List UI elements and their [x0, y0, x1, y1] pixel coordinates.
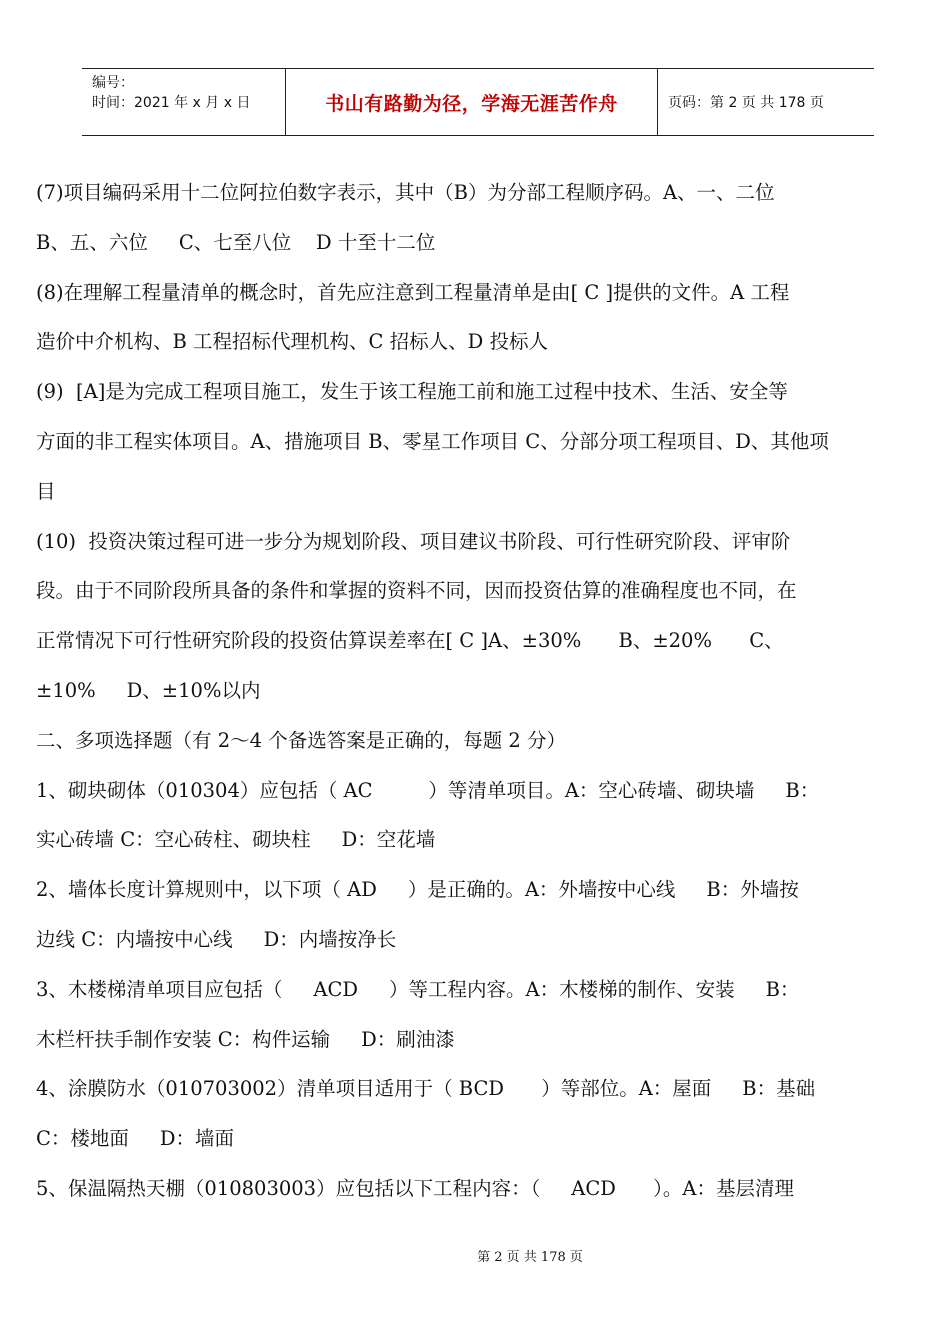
text-line: 4、涂膜防水（010703002）清单项目适用于（ BCD ）等部位。A：屋面 B：基础 [36, 1077, 816, 1101]
text-line: 段。由于不同阶段所具备的条件和掌握的资料不同，因而投资估算的准确程度也不同，在 [36, 579, 797, 603]
text-line: (7)项目编码采用十二位阿拉伯数字表示，其中（B）为分部工程顺序码。A、一、二位 [36, 181, 775, 204]
text-line: 3、木楼梯清单项目应包括（ ACD ）等工程内容。A：木楼梯的制作、安装 B： [36, 977, 800, 1001]
section-heading: 二、多项选择题（有 2～4 个备选答案是正确的，每题 2 分） [36, 728, 567, 752]
header-info-cell [82, 69, 286, 135]
text-line: 5、保温隔热天棚（010803003）应包括以下工程内容：（ ACD ）。A：基层清理 [36, 1176, 794, 1200]
text-line: 造价中介机构、B 工程招标代理机构、C 招标人、D 投标人 [36, 330, 548, 354]
text-line: C：楼地面 D：墙面 [36, 1127, 235, 1151]
document-time-label: 时间：2021 年 x 月 x 日 [92, 95, 251, 111]
text-line: (10) 投资决策过程可进一步分为规划阶段、项目建议书阶段、可行性研究阶段、评审阶 [36, 529, 791, 553]
text-line: 实心砖墙 C：空心砖柱、砌块柱 D：空花墙 [36, 828, 436, 852]
page-footer: 第 2 页 共 178 页 [477, 1250, 583, 1265]
text-line: 方面的非工程实体项目。A、措施项目 B、零星工作项目 C、分部分项工程项目、D、其他项 [36, 429, 829, 453]
text-line: 2、墙体长度计算规则中，以下项（ AD ）是正确的。A：外墙按中心线 B：外墙按 [36, 878, 799, 902]
text-line: ±10% D、±10%以内 [36, 678, 261, 702]
header-motto: 书山有路勤为径，学海无涯苦作舟 [286, 69, 658, 135]
text-line: 1、砌块砌体（010304）应包括（ AC ）等清单项目。A：空心砖墙、砌块墙 B： [36, 778, 820, 802]
text-line: 正常情况下可行性研究阶段的投资估算误差率在[ C ]A、±30% B、±20% C、 [36, 629, 784, 653]
document-number-label: 编号： [92, 75, 134, 91]
text-line: 木栏杆扶手制作安装 C：构件运输 D：刷油漆 [36, 1027, 455, 1051]
header-page-info: 页码：第 2 页 共 178 页 [668, 95, 824, 111]
page-header [82, 68, 874, 136]
text-line: 边线 C：内墙按中心线 D：内墙按净长 [36, 927, 397, 951]
text-line: (9) [A]是为完成工程项目施工，发生于该工程施工前和施工过程中技术、生活、安全等 [36, 380, 788, 404]
document-body [36, 168, 922, 1214]
text-line: 目 [36, 479, 56, 503]
text-line: B、五、六位 C、七至八位 D 十至十二位 [36, 230, 436, 254]
text-line: (8)在理解工程量清单的概念时，首先应注意到工程量清单是由[ C ]提供的文件。A 工程 [36, 280, 790, 304]
